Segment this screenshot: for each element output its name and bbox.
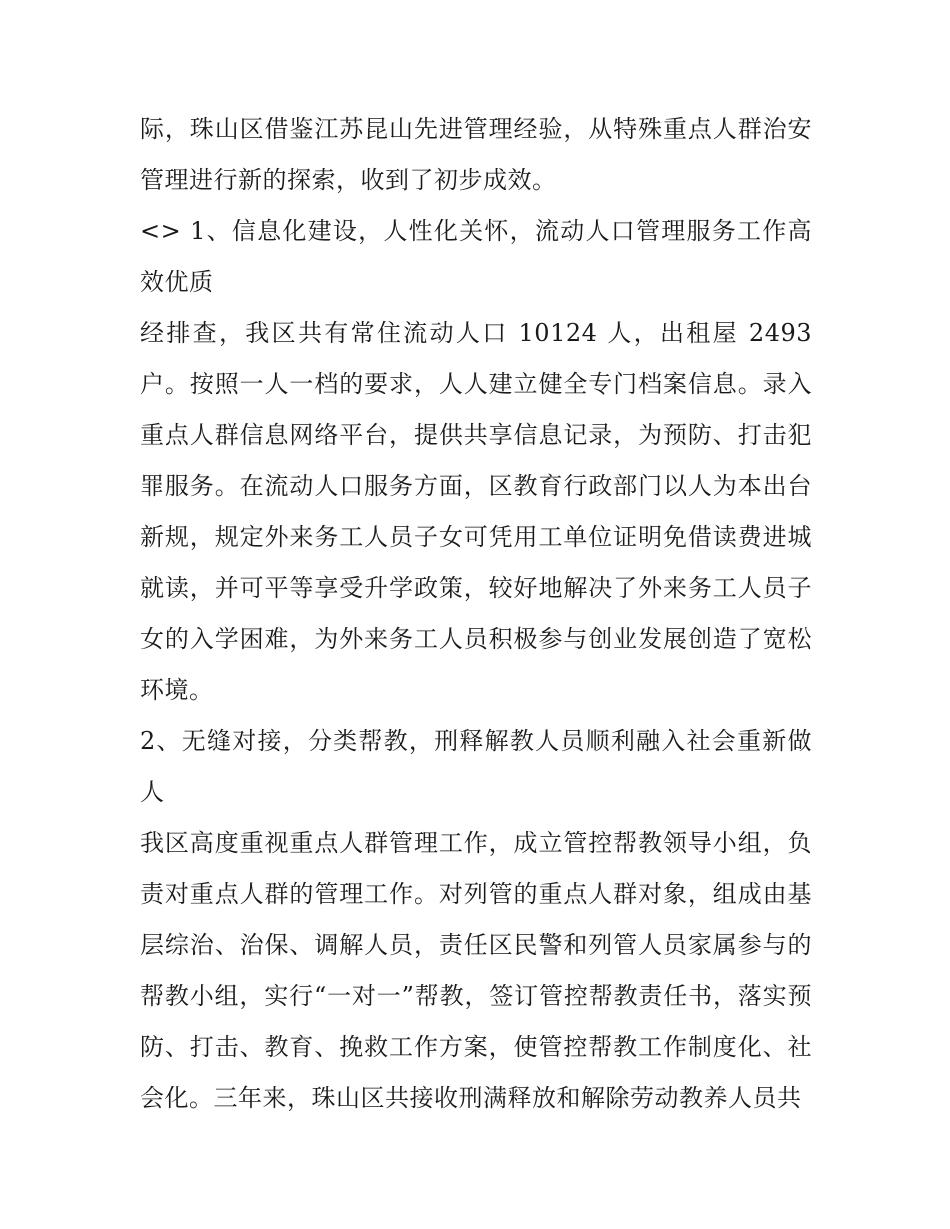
paragraph-key-groups: 我区高度重视重点人群管理工作，成立管控帮教领导小组，负责对重点人群的管理工作。对列管的重点人群对象，组成由基层综治、治保、调解人员，责任区民警和列管人员家属参与的帮教小组，实行“一对一”帮教，签订管控帮教责任书，落实预防、打击、教育、挽救工作方案，使管控帮教工作制度化、社会化。三年来，珠山区共接收刑满释放和解除劳动教养人员共 xyxy=(140,829,812,1112)
document-body xyxy=(140,104,812,1124)
paragraph-intro: 际，珠山区借鉴江苏昆山先进管理经验，从特殊重点人群治安管理进行新的探索，收到了初步成效。 xyxy=(140,115,812,194)
heading-section-2: 2、无缝对接，分类帮教，刑释解教人员顺利融入社会重新做人 xyxy=(140,727,812,806)
paragraph-floating-population: 经排查，我区共有常住流动人口 10124 人，出租屋 2493 户。按照一人一档的要求，人人建立健全专门档案信息。录入重点人群信息网络平台，提供共享信息记录，为预防、打击犯罪服务。在流动人口服务方面，区教育行政部门以人为本出台新规，规定外来务工人员子女可凭用工单位证明免借读费进城就读，并可平等享受升学政策，较好地解决了外来务工人员子女的入学困难，为外来务工人员积极参与创业发展创造了宽松环境。 xyxy=(140,319,812,704)
heading-section-1: <> 1、信息化建设，人性化关怀，流动人口管理服务工作高效优质 xyxy=(140,217,812,296)
